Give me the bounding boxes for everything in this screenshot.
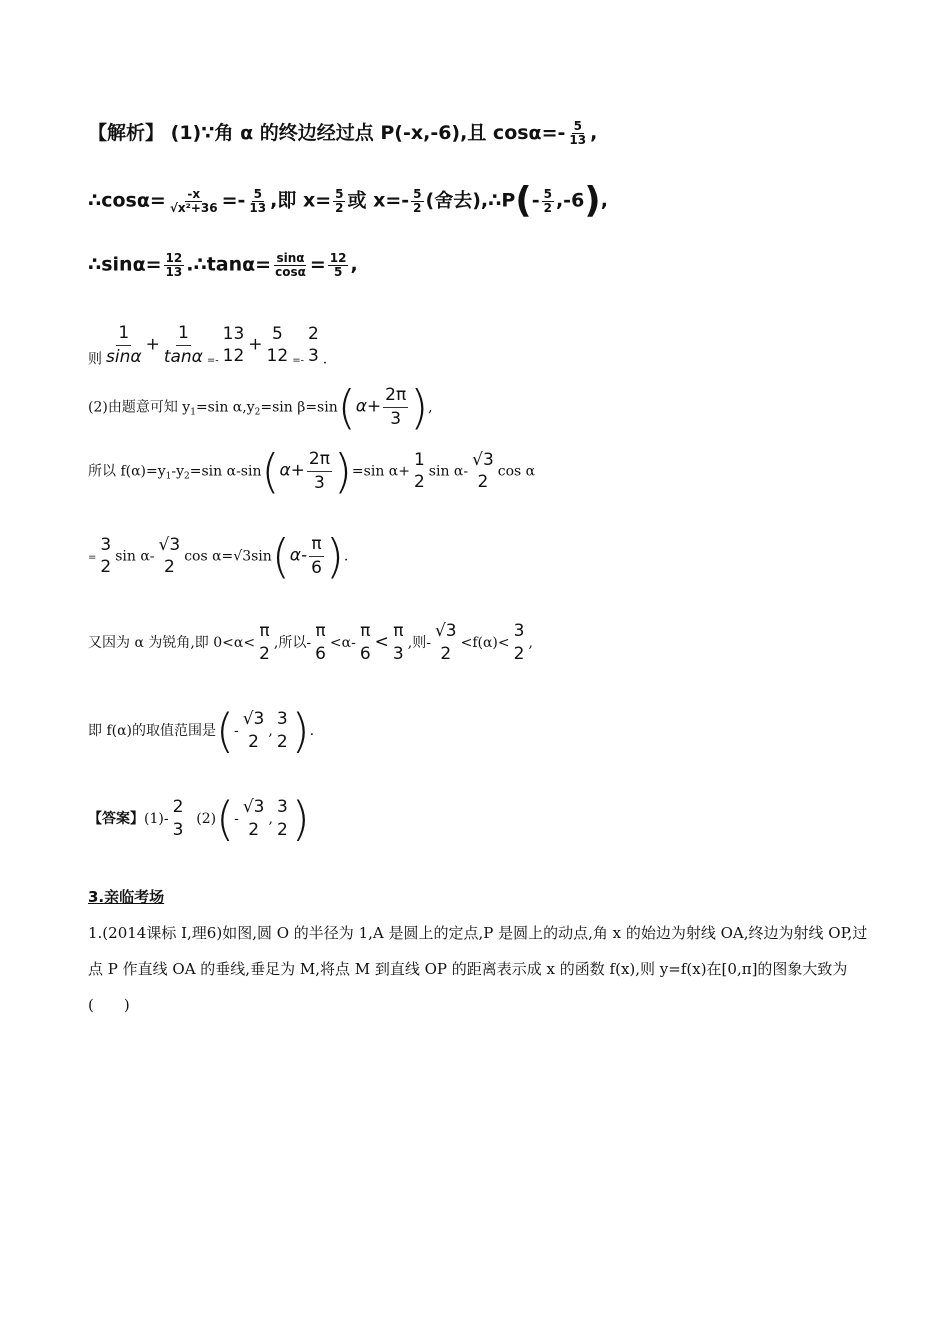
analysis-line-2: ∴cosα= $\frac{-x}{\text{√x²+36}}$ =- $\frac{5}{13}$ ,即 x= $\frac{5}{2}$ 或 x=- $\frac{5}{2}$ (舍去),∴P(- $\frac{5}{2}$ ,-6), xyxy=(88,180,608,221)
fraction: $\frac{5}{13}$ xyxy=(569,119,587,147)
fraction: $\frac{5}{13}$ xyxy=(249,186,267,215)
fraction: √3 2 xyxy=(158,534,181,578)
fraction: 3 2 xyxy=(276,797,288,840)
fraction: $\frac{1}{\tan\alpha}$ xyxy=(163,323,203,367)
analysis-line-9: 即 f(α)的取值范围是(- √3 2 , 3 2 ). xyxy=(88,704,315,758)
fraction: 2 3 xyxy=(172,797,184,840)
fraction: $\frac{2\pi}{3}$ xyxy=(308,449,330,493)
fraction: 13 12 xyxy=(222,323,245,367)
fraction: π 2 xyxy=(259,621,270,664)
fraction: 3 2 xyxy=(513,621,525,664)
analysis-line-1-text: (1)∵角 α 的终边经过点 P(-x,-6),且 cosα=- xyxy=(170,122,566,144)
analysis-line-4: 则 $\frac{1}{\sin\alpha}$ + $\frac{1}{\tan\alpha}$ $_{=-}$ 13 12 + 5 12 $_{=-}$ 2 3 . xyxy=(88,323,328,368)
fraction: $\frac{1}{\sin\alpha}$ xyxy=(106,323,142,367)
fraction: 2 3 xyxy=(307,323,319,367)
fraction: $\frac{5}{2}$ xyxy=(543,186,552,215)
fraction: $\frac{12}{5}$ xyxy=(329,251,347,279)
analysis-line-3: ∴sinα= $\frac{12}{13}$ .∴tanα= $\frac{\sin\alpha}{\cos\alpha}$ = $\frac{12}{5}$ , xyxy=(88,251,358,279)
analysis-line-7: = 3 2 sin α- √3 2 cos α=√3sin(α- $\frac{\pi}{6}$ ). xyxy=(88,529,349,584)
fraction: √3 2 xyxy=(434,621,457,664)
fraction: 3 2 xyxy=(276,709,288,752)
fraction: 5 12 xyxy=(266,323,289,367)
analysis-line-6: 所以 $f(\alpha)=y_1-y_2=\sin$ α-sin(α+ $\frac{2\pi}{3}$ )=sin α+ 1 2 sin α- √3 2 cos α xyxy=(88,444,536,499)
fraction: $\frac{\pi}{6}$ xyxy=(311,534,322,578)
fraction: $\frac{5}{2}$ xyxy=(413,186,422,215)
fraction: π 6 xyxy=(315,621,326,664)
section-title: 3.亲临考场 xyxy=(88,888,165,906)
answer-line: 【答案】(1)- 2 3 (2)(- √3 2 , 3 2 ) xyxy=(88,792,310,846)
analysis-line-5: (2)由题意可知 $y_1=\sin$ $\alpha,y_2=\sin$ β=sin(α+ $\frac{2\pi}{3}$ ), xyxy=(88,380,433,435)
fraction: √3 2 xyxy=(242,709,265,752)
fraction: π 6 xyxy=(359,621,371,664)
fraction: $\frac{5}{2}$ xyxy=(335,186,344,215)
analysis-line-1: 【解析】 (1)∵角 α 的终边经过点 P(-x,-6),且 cosα=- $\frac{5}{13}$ , xyxy=(88,119,598,147)
fraction: 1 2 xyxy=(413,449,425,493)
fraction: $\frac{-x}{\text{√x²+36}}$ xyxy=(169,186,218,215)
question-text: 1.(2014课标 Ⅰ,理6)如图,圆 O 的半径为 1,A 是圆上的定点,P 是圆上的动点,角 x 的始边为射线 OA,终边为射线 OP,过点 P 作直线 OA 的垂线,垂足为 M,将点 M 到直线 OP 的距离表示成 x 的函数 f(x),则 y=f(x)在[0,π]的图象大致为( ) xyxy=(88,924,868,1014)
fraction: π 3 xyxy=(392,621,404,664)
fraction: $\frac{\sin\alpha}{\cos\alpha}$ xyxy=(275,251,306,279)
analysis-label: 【解析】 xyxy=(88,122,165,144)
fraction: $\frac{12}{13}$ xyxy=(165,251,183,279)
fraction: √3 2 xyxy=(242,797,265,840)
fraction: 3 2 xyxy=(100,534,112,578)
analysis-line-8: 又因为 α 为锐角,即 0<α< π 2 ,所以- π 6 <α- π 6 < π 3 ,则- √3 2 <f(α)< 3 2 , xyxy=(88,621,533,664)
answer-label: 【答案】 xyxy=(88,811,144,827)
fraction: $\frac{2\pi}{3}$ xyxy=(385,385,407,429)
fraction: √3 2 xyxy=(472,449,494,493)
